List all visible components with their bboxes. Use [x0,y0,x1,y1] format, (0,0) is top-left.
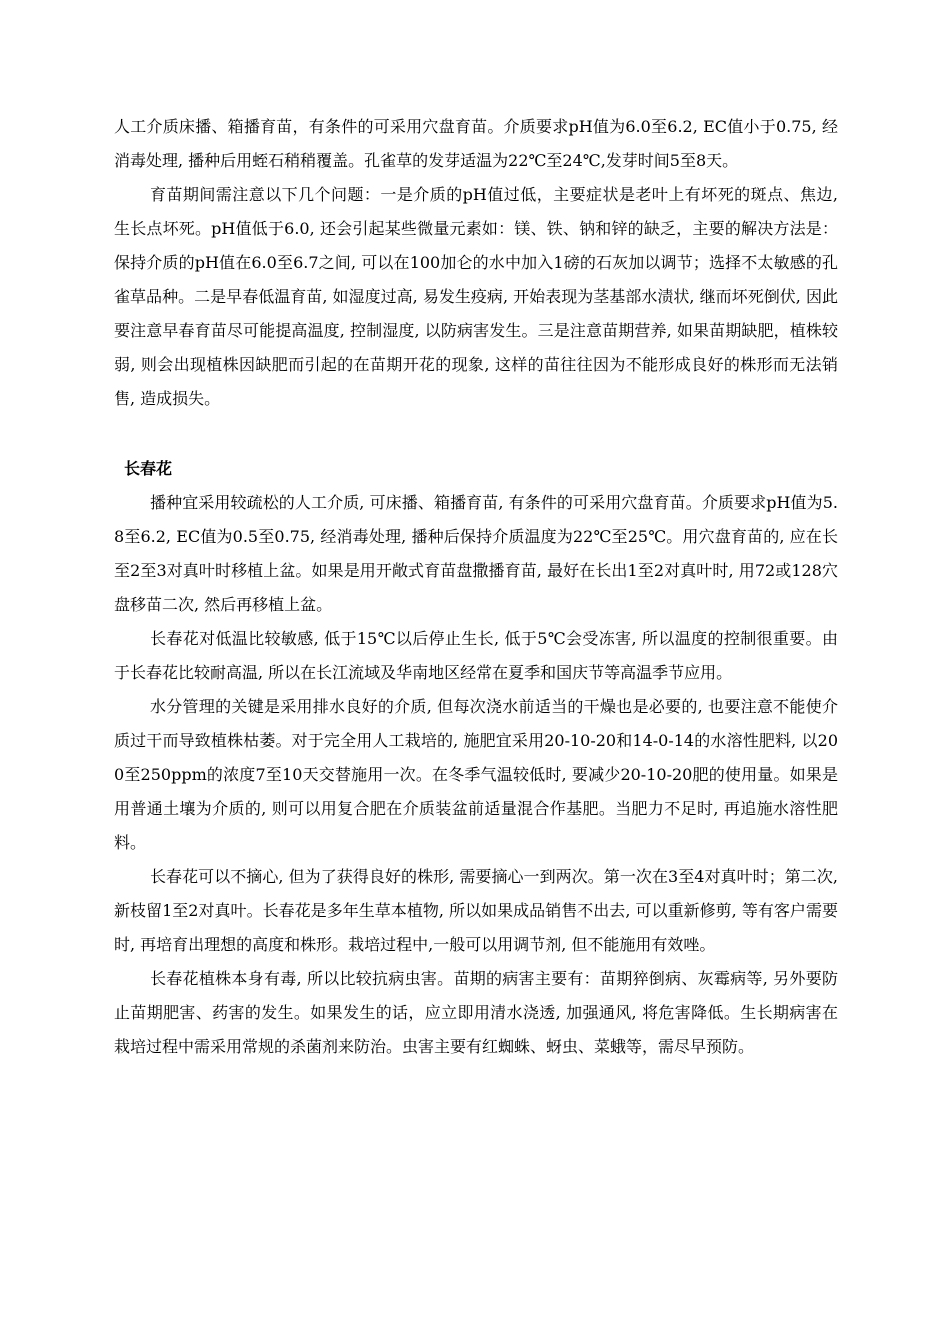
paragraph-periwinkle-temperature: 长春花对低温比较敏感, 低于15℃以后停止生长, 低于5℃会受冻害, 所以温度的控制很重要。由于长春花比较耐高温, 所以在长江流域及华南地区经常在夏季和国庆节等高温季节应用。 [114,629,838,682]
paragraph-periwinkle-water-fertilizer: 水分管理的关键是采用排水良好的介质, 但每次浇水前适当的干燥也是必要的, 也要注意不能使介质过干而导致植株枯萎。对于完全用人工栽培的, 施肥宜采用20-10-20和14-0-14的水溶性肥料, 以200至250ppm的浓度7至10天交替施用一次。在冬季气温较低时, 要减少20-10-20肥的使用量。如果是用普通土壤为介质的, 则可以用复合肥在介质装盆前适量混合作基肥。当肥力不足时, 再追施水溶性肥料。 [114,697,838,852]
document-body [114,110,838,1064]
paragraph-periwinkle-sowing: 播种宜采用较疏松的人工介质, 可床播、箱播育苗, 有条件的可采用穴盘育苗。介质要求pH值为5.8至6.2, EC值为0.5至0.75, 经消毒处理, 播种后保持介质温度为22℃至25℃。用穴盘育苗的, 应在长至2至3对真叶时移植上盆。如果是用开敞式育苗盘撒播育苗, 最好在长出1至2对真叶时, 用72或128穴盘移苗二次, 然后再移植上盆。 [114,493,838,614]
paragraph-seedling-problems: 育苗期间需注意以下几个问题：一是介质的pH值过低，主要症状是老叶上有坏死的斑点、焦边, 生长点坏死。pH值低于6.0, 还会引起某些微量元素如：镁、铁、钠和锌的缺乏，主要的解决方法是：保持介质的pH值在6.0至6.7之间, 可以在100加仑的水中加入1磅的石灰加以调节；选择不太敏感的孔雀草品种。二是早春低温育苗, 如湿度过高, 易发生疫病, 开始表现为茎基部水渍状, 继而坏死倒伏, 因此要注意早春育苗尽可能提高温度, 控制湿度, 以防病害发生。三是注意苗期营养, 如果苗期缺肥，植株较弱, 则会出现植株因缺肥而引起的在苗期开花的现象, 这样的苗往往因为不能形成良好的株形而无法销售, 造成损失。 [114,185,838,408]
section-heading-periwinkle: 长春花 [124,459,173,478]
paragraph-sowing-method: 人工介质床播、箱播育苗，有条件的可采用穴盘育苗。介质要求pH值为6.0至6.2, EC值小于0.75, 经消毒处理, 播种后用蛭石稍稍覆盖。孔雀草的发芽适温为22℃至24℃,发芽时间5至8天。 [114,117,838,170]
paragraph-periwinkle-pests: 长春花植株本身有毒, 所以比较抗病虫害。苗期的病害主要有：苗期猝倒病、灰霉病等, 另外要防止苗期肥害、药害的发生。如果发生的话，应立即用清水浇透, 加强通风, 将危害降低。生长期病害在栽培过程中需采用常规的杀菌剂来防治。虫害主要有红蜘蛛、蚜虫、菜蛾等，需尽早预防。 [114,969,838,1056]
paragraph-periwinkle-pinching: 长春花可以不摘心, 但为了获得良好的株形, 需要摘心一到两次。第一次在3至4对真叶时；第二次, 新枝留1至2对真叶。长春花是多年生草本植物, 所以如果成品销售不出去, 可以重新修剪, 等有客户需要时, 再培育出理想的高度和株形。栽培过程中,一般可以用调节剂, 但不能施用有效唑。 [114,867,838,954]
